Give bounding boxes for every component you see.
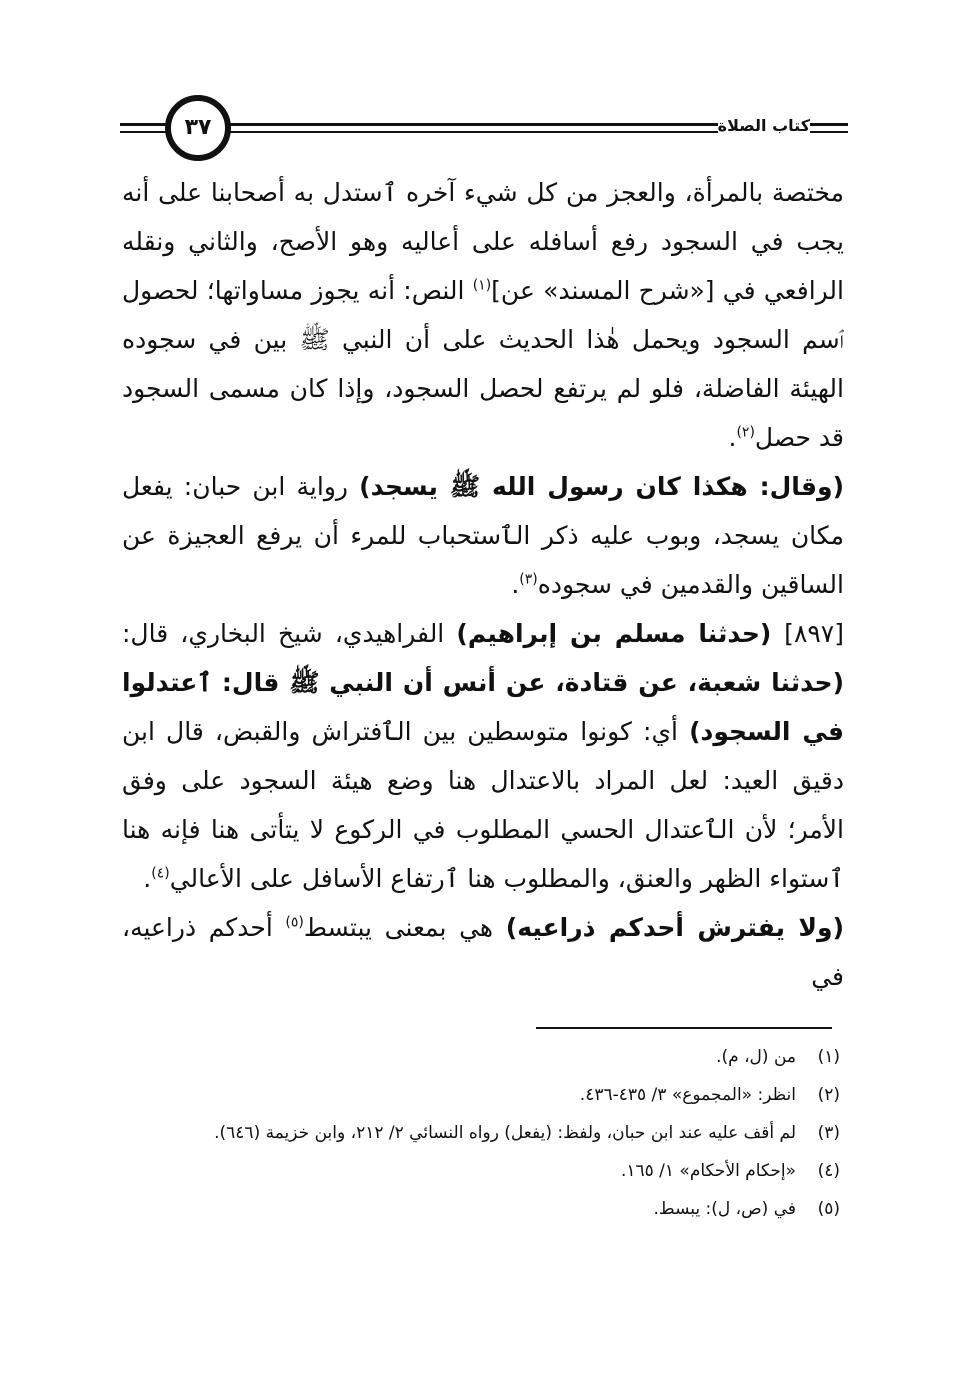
text-run: . [728,423,737,452]
footnote-reference[interactable]: (١) [472,277,492,294]
footnote-text: من (ل، م). [716,1047,796,1067]
quoted-text: (ولا يفترش أحدكم ذراعيه) [505,913,844,942]
text-run: أي: كونوا متوسطين بين الٱفتراش والقبض، قال ابن دقيق العيد: لعل المراد بالاعتدال هنا وضع هيئة السجود على وفق الأمر؛ لأن الٱعتدال الحسي المطلوب في الركوع لا يتأتى هنا فإنه هنا ٱستواء الظهر والعنق، والمطلوب هنا ٱرتفاع الأسافل على الأعالي [122,717,844,893]
footnote [112,1114,840,1152]
footnote-reference[interactable]: (٥) [285,914,304,931]
footnote-number: (١) [817,1047,840,1067]
text-run: النص: أنه يجوز مساواتها؛ لحصول ٱسم السجود ويحمل هٰذا الحديث على أن النبي ﷺ بين في سجوده الهيئة الفاضلة، فلو لم يرتفع لحصل السجود، وإذا كان مسمى السجود قد حصل [122,276,844,452]
footnote [112,1190,840,1228]
footnote-reference[interactable]: (٣) [519,571,538,588]
footnote [112,1076,840,1114]
footnote-number: (٣) [817,1123,840,1143]
page-number: ٣٧ [184,115,212,140]
footnote-text: لم أقف عليه عند ابن حبان، ولفظ: (يفعل) رواه النسائي ٢/ ٢١٢، وابن خزيمة (٦٤٦). [214,1123,796,1143]
footnote-reference[interactable]: (٢) [736,424,755,441]
quoted-text: (وقال: هكذا كان رسول الله ﷺ يسجد) [359,472,845,501]
paragraph [122,462,844,609]
footnote-text: في (ص، ل): يبسط. [653,1199,796,1219]
header-rule [230,123,718,126]
page-number-ring [165,95,231,161]
footnote-reference[interactable]: (٤) [151,865,170,882]
text-run: مختصة بالمرأة، والعجز من كل شيء آخره ٱستدل به أصحابنا على أنه يجب في السجود رفع أسافله على أعاليه وهو الأصح، والثاني ونقله الرافعي في [«شرح المسند» عن] [122,178,845,305]
paragraph [122,168,844,462]
footnote [112,1152,840,1190]
footnotes [112,1038,840,1228]
text-run: . [143,864,152,893]
footnote-separator [536,1027,832,1029]
paragraph [122,903,844,1001]
footnote-text: انظر: «المجموع» ٣/ ٤٣٥-٤٣٦. [579,1085,796,1105]
quoted-text: (حدثنا شعبة، عن قتادة، عن أنس أن النبي ﷺ قال: ٱعتدلوا في السجود) [122,668,844,746]
main-text [122,168,844,1001]
header-rule [810,123,848,126]
paragraph [122,609,844,903]
footnote [112,1038,840,1076]
footnote-number: (٢) [817,1085,840,1105]
hadith-number: [٨٩٧] [784,619,844,648]
page-header [110,92,850,162]
text-run: الفراهيدي، شيخ البخاري، قال: [122,619,457,648]
text-run: أحدكم ذراعيه، في [122,913,844,991]
text-run: . [511,570,520,599]
running-title: كتاب الصلاة [717,116,810,135]
header-rule [810,131,848,133]
header-rule [230,131,718,133]
text-run: هي بمعنى يبتسط [303,913,506,942]
footnote-text: «إحكام الأحكام» ١/ ١٦٥. [620,1161,796,1181]
quoted-text: (حدثنا مسلم بن إبراهيم) [456,619,785,648]
text-run: رواية ابن حبان: يفعل مكان يسجد، وبوب عليه ذكر الٱستحباب للمرء أن يرفع العجيزة عن الساقين والقدمين في سجوده [122,472,844,599]
footnote-number: (٤) [817,1161,840,1181]
footnote-number: (٥) [817,1199,840,1219]
